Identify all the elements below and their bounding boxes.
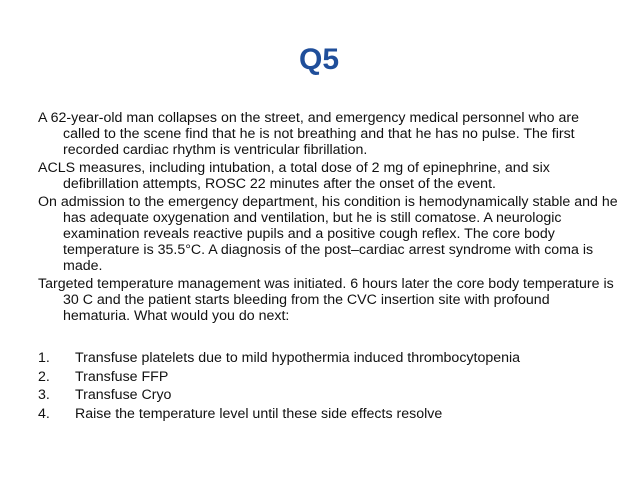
option-text: Transfuse platelets due to mild hypothermia induced thrombocytopenia xyxy=(75,350,521,366)
slide-title: Q5 xyxy=(298,43,340,76)
answer-option-2 xyxy=(38,368,618,387)
answer-options xyxy=(38,349,618,423)
answer-option-3 xyxy=(38,386,618,405)
question-paragraph-1: A 62-year-old man collapses on the street, and emergency medical personnel who are called to the scene find that he is not breathing and that he has no pulse. The first recorded cardiac rhythm is ventricular fibrillation. xyxy=(38,110,580,158)
option-number: 2. xyxy=(38,368,50,385)
answer-option-1 xyxy=(38,349,618,368)
option-number: 3. xyxy=(38,387,50,403)
option-text: Raise the temperature level until these side effects resolve xyxy=(75,405,443,422)
option-number: 4. xyxy=(38,405,50,422)
answer-option-4 xyxy=(38,405,618,424)
question-paragraph-2: ACLS measures, including intubation, a total dose of 2 mg of epinephrine, and six defibrillation attempts, ROSC 22 minutes after the onset of the event. xyxy=(38,160,550,192)
option-text: Transfuse Cryo xyxy=(75,387,172,403)
question-paragraph-4: Targeted temperature management was initiated. 6 hours later the core body temperature is 30 C and the patient starts bleeding from the CVC insertion site with profound hematuria. What would you do next: xyxy=(38,276,614,324)
question-paragraph-3: On admission to the emergency department, his condition is hemodynamically stable and he has adequate oxygenation and ventilation, but he is still comatose. A neurologic examination reveals reactive pupils and a positive cough reflex. The core body temperature is 35.5°C. A diagnosis of the post–cardiac arrest syndrome with coma is made. xyxy=(38,194,618,274)
option-number: 1. xyxy=(38,350,50,366)
option-text: Transfuse FFP xyxy=(75,368,169,385)
question-body xyxy=(38,110,618,326)
